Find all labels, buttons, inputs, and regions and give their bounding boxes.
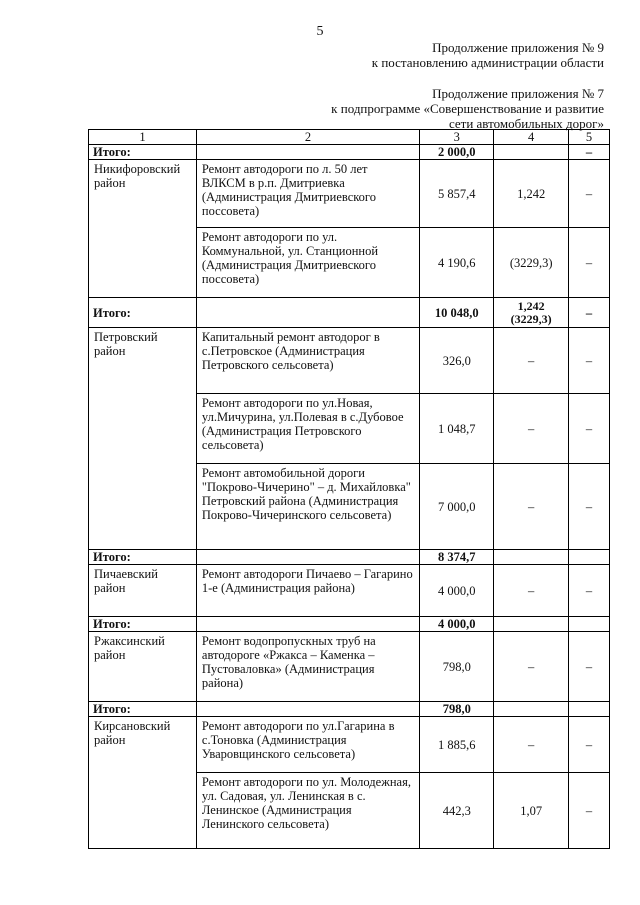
amount: 4 000,0 xyxy=(420,565,494,617)
total-row xyxy=(89,145,610,160)
empty-cell xyxy=(196,145,419,160)
column-number: 3 xyxy=(420,130,494,145)
district-name: Петровский район xyxy=(89,328,197,550)
col5-value: – xyxy=(568,464,609,550)
amount: 4 190,6 xyxy=(420,228,494,298)
work-description: Ремонт автодороги по ул. Молодежная, ул. Садовая, ул. Ленинская в с. Ленинское (Администрация Ленинского сельсовета) xyxy=(196,773,419,849)
col4-value: – xyxy=(494,328,568,394)
empty-cell xyxy=(568,617,609,632)
empty-cell xyxy=(494,702,568,717)
amount: 7 000,0 xyxy=(420,464,494,550)
amount: 326,0 xyxy=(420,328,494,394)
total-row xyxy=(89,298,610,328)
col5-value: – xyxy=(568,328,609,394)
work-description: Капитальный ремонт автодорог в с.Петровское (Администрация Петровского сельсовета) xyxy=(196,328,419,394)
empty-cell xyxy=(568,702,609,717)
column-number: 2 xyxy=(196,130,419,145)
col4-value: – xyxy=(494,717,568,773)
column-number: 1 xyxy=(89,130,197,145)
total-col5: – xyxy=(568,298,609,328)
total-label: Итого: xyxy=(89,145,197,160)
column-number: 4 xyxy=(494,130,568,145)
district-name: Ржаксинский район xyxy=(89,632,197,702)
column-number: 5 xyxy=(568,130,609,145)
empty-cell xyxy=(494,617,568,632)
total-sum: 798,0 xyxy=(420,702,494,717)
subprogram-header-line: к подпрограмме «Совершенствование и развитие xyxy=(331,101,604,116)
subprogram-header xyxy=(331,86,604,131)
work-description: Ремонт автодороги по ул.Новая, ул.Мичурина, ул.Полевая в с.Дубовое (Администрация Петровского сельсовета) xyxy=(196,394,419,464)
total-sum: 10 048,0 xyxy=(420,298,494,328)
total-sum: 2 000,0 xyxy=(420,145,494,160)
subprogram-header-line: Продолжение приложения № 7 xyxy=(432,86,604,101)
work-description: Ремонт автодороги по л. 50 лет ВЛКСМ в р.п. Дмитриевка (Администрация Дмитриевского поссовета) xyxy=(196,160,419,228)
appendix-header-line: Продолжение приложения № 9 xyxy=(432,40,604,55)
total-sum: 4 000,0 xyxy=(420,617,494,632)
page-number: 5 xyxy=(316,24,324,39)
table-row xyxy=(89,328,610,394)
col5-value: – xyxy=(568,228,609,298)
work-description: Ремонт автодороги Пичаево – Гагарино 1-е (Администрация района) xyxy=(196,565,419,617)
table-row xyxy=(89,632,610,702)
col4-value: 1,242 xyxy=(494,160,568,228)
work-description: Ремонт автодороги по ул. Коммунальной, ул. Станционной (Администрация Дмитриевского поссовета) xyxy=(196,228,419,298)
empty-cell xyxy=(196,702,419,717)
work-description: Ремонт автомобильной дороги "Покрово-Чичерино" – д. Михайловка" Петровский района (Администрация Покрово-Чичеринского сельсовета) xyxy=(196,464,419,550)
subprogram-header-line: сети автомобильных дорог» xyxy=(448,116,604,131)
table-row xyxy=(89,160,610,228)
empty-cell xyxy=(568,550,609,565)
table-row xyxy=(89,565,610,617)
col4-value: 1,07 xyxy=(494,773,568,849)
total-label: Итого: xyxy=(89,617,197,632)
appendix-header xyxy=(372,40,604,70)
total-col5: – xyxy=(568,145,609,160)
total-label: Итого: xyxy=(89,298,197,328)
total-row xyxy=(89,702,610,717)
district-name: Никифоровский район xyxy=(89,160,197,298)
empty-cell xyxy=(494,550,568,565)
work-description: Ремонт водопропускных труб на автодороге «Ржакса – Каменка – Пустоваловка» (Администрация района) xyxy=(196,632,419,702)
empty-cell xyxy=(196,617,419,632)
total-row xyxy=(89,617,610,632)
roads-table xyxy=(88,129,610,849)
col5-value: – xyxy=(568,394,609,464)
col4-value: (3229,3) xyxy=(494,228,568,298)
amount: 798,0 xyxy=(420,632,494,702)
col4-value: – xyxy=(494,565,568,617)
col5-value: – xyxy=(568,565,609,617)
column-number-row xyxy=(89,130,610,145)
col5-value: – xyxy=(568,632,609,702)
work-description: Ремонт автодороги по ул.Гагарина в с.Тоновка (Администрация Уваровщинского сельсовета) xyxy=(196,717,419,773)
total-col4 xyxy=(494,145,568,160)
amount: 5 857,4 xyxy=(420,160,494,228)
total-row xyxy=(89,550,610,565)
total-sum: 8 374,7 xyxy=(420,550,494,565)
col5-value: – xyxy=(568,717,609,773)
amount: 1 048,7 xyxy=(420,394,494,464)
total-label: Итого: xyxy=(89,702,197,717)
amount: 1 885,6 xyxy=(420,717,494,773)
empty-cell xyxy=(196,550,419,565)
col5-value: – xyxy=(568,160,609,228)
total-label: Итого: xyxy=(89,550,197,565)
district-name: Пичаевский район xyxy=(89,565,197,617)
col5-value: – xyxy=(568,773,609,849)
appendix-header-line: к постановлению администрации области xyxy=(371,55,604,70)
district-name: Кирсановский район xyxy=(89,717,197,849)
col4-value: – xyxy=(494,394,568,464)
table-row xyxy=(89,717,610,773)
col4-value: – xyxy=(494,632,568,702)
empty-cell xyxy=(196,298,419,328)
total-col4: 1,242 (3229,3) xyxy=(494,298,568,328)
amount: 442,3 xyxy=(420,773,494,849)
col4-value: – xyxy=(494,464,568,550)
